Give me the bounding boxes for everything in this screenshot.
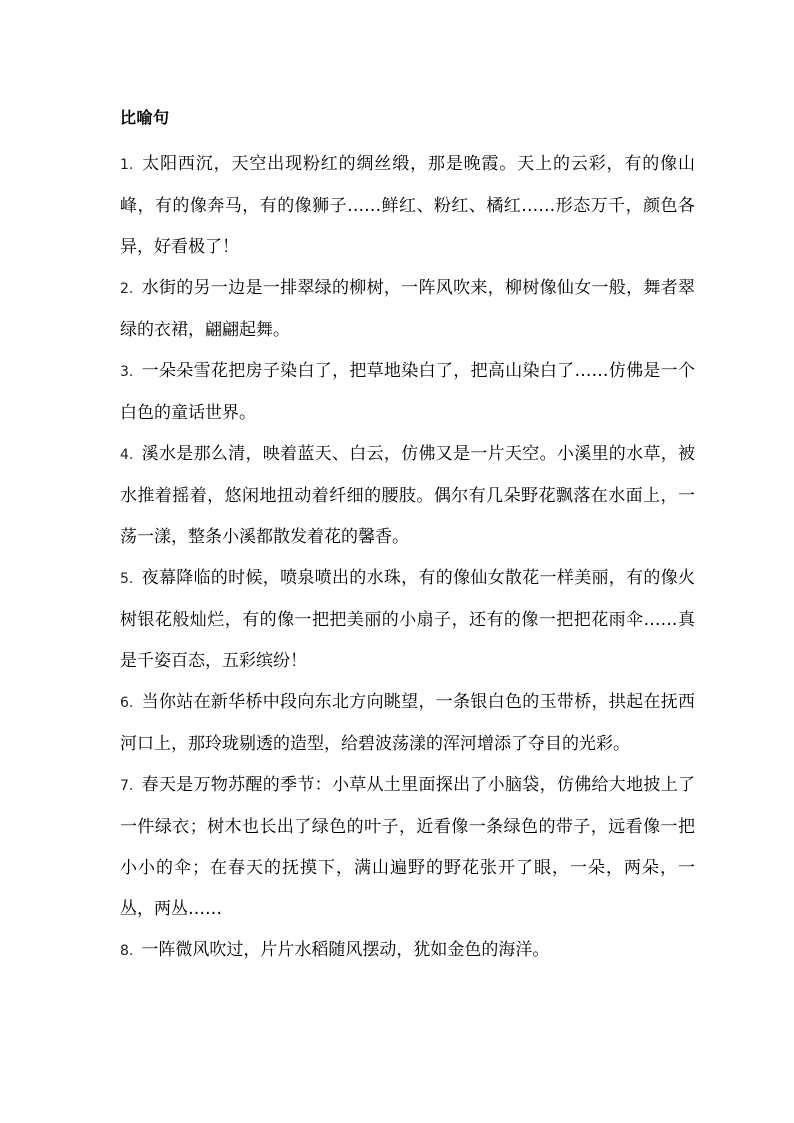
list-item	[120, 930, 695, 972]
list-item	[120, 765, 695, 930]
sentence-list	[120, 144, 695, 972]
list-item	[120, 434, 695, 558]
item-text: 夜幕降临的时候，喷泉喷出的水珠，有的像仙女散花一样美丽，有的像火树银花般灿烂，有的像一把把美丽的小扇子，还有的像一把把花雨伞……真是千姿百态，五彩缤纷！	[120, 568, 695, 671]
list-item	[120, 144, 695, 268]
item-number: 7.	[120, 778, 134, 794]
list-item	[120, 682, 695, 765]
item-number: 1.	[120, 157, 134, 173]
item-text: 水街的另一边是一排翠绿的柳树，一阵风吹来，柳树像仙女一般，舞者翠绿的衣裙，翩翩起舞。	[120, 278, 695, 340]
item-text: 一朵朵雪花把房子染白了，把草地染白了，把高山染白了……仿佛是一个白色的童话世界。	[120, 361, 695, 423]
item-text: 太阳西沉，天空出现粉红的绸丝缎，那是晚霞。天上的云彩，有的像山峰，有的像奔马，有的像狮子……鲜红、粉红、橘红……形态万千，颜色各异，好看极了！	[120, 154, 695, 257]
list-item	[120, 558, 695, 682]
item-text: 溪水是那么清，映着蓝天、白云，仿佛又是一片天空。小溪里的水草，被水推着摇着，悠闲地扭动着纤细的腰肢。偶尔有几朵野花飘落在水面上，一荡一漾，整条小溪都散发着花的馨香。	[120, 444, 695, 547]
item-text: 当你站在新华桥中段向东北方向眺望，一条银白色的玉带桥，拱起在抚西河口上，那玲珑剔透的造型，给碧波荡漾的浑河增添了夺目的光彩。	[120, 692, 695, 754]
item-number: 3.	[120, 364, 134, 380]
item-number: 8.	[120, 943, 134, 959]
item-text: 一阵微风吹过，片片水稻随风摆动，犹如金色的海洋。	[141, 940, 550, 960]
item-number: 4.	[120, 447, 134, 463]
item-number: 2.	[120, 281, 134, 297]
list-item	[120, 351, 695, 434]
list-item	[120, 268, 695, 351]
item-number: 5.	[120, 571, 134, 587]
document-heading: 比喻句	[120, 108, 170, 127]
item-text: 春天是万物苏醒的季节：小草从土里面探出了小脑袋，仿佛给大地披上了一件绿衣；树木也长出了绿色的叶子，近看像一条绿色的带子，远看像一把小小的伞；在春天的抚摸下，满山遍野的野花张开了眼，一朵，两朵，一丛，两丛……	[120, 775, 695, 919]
item-number: 6.	[120, 695, 134, 711]
